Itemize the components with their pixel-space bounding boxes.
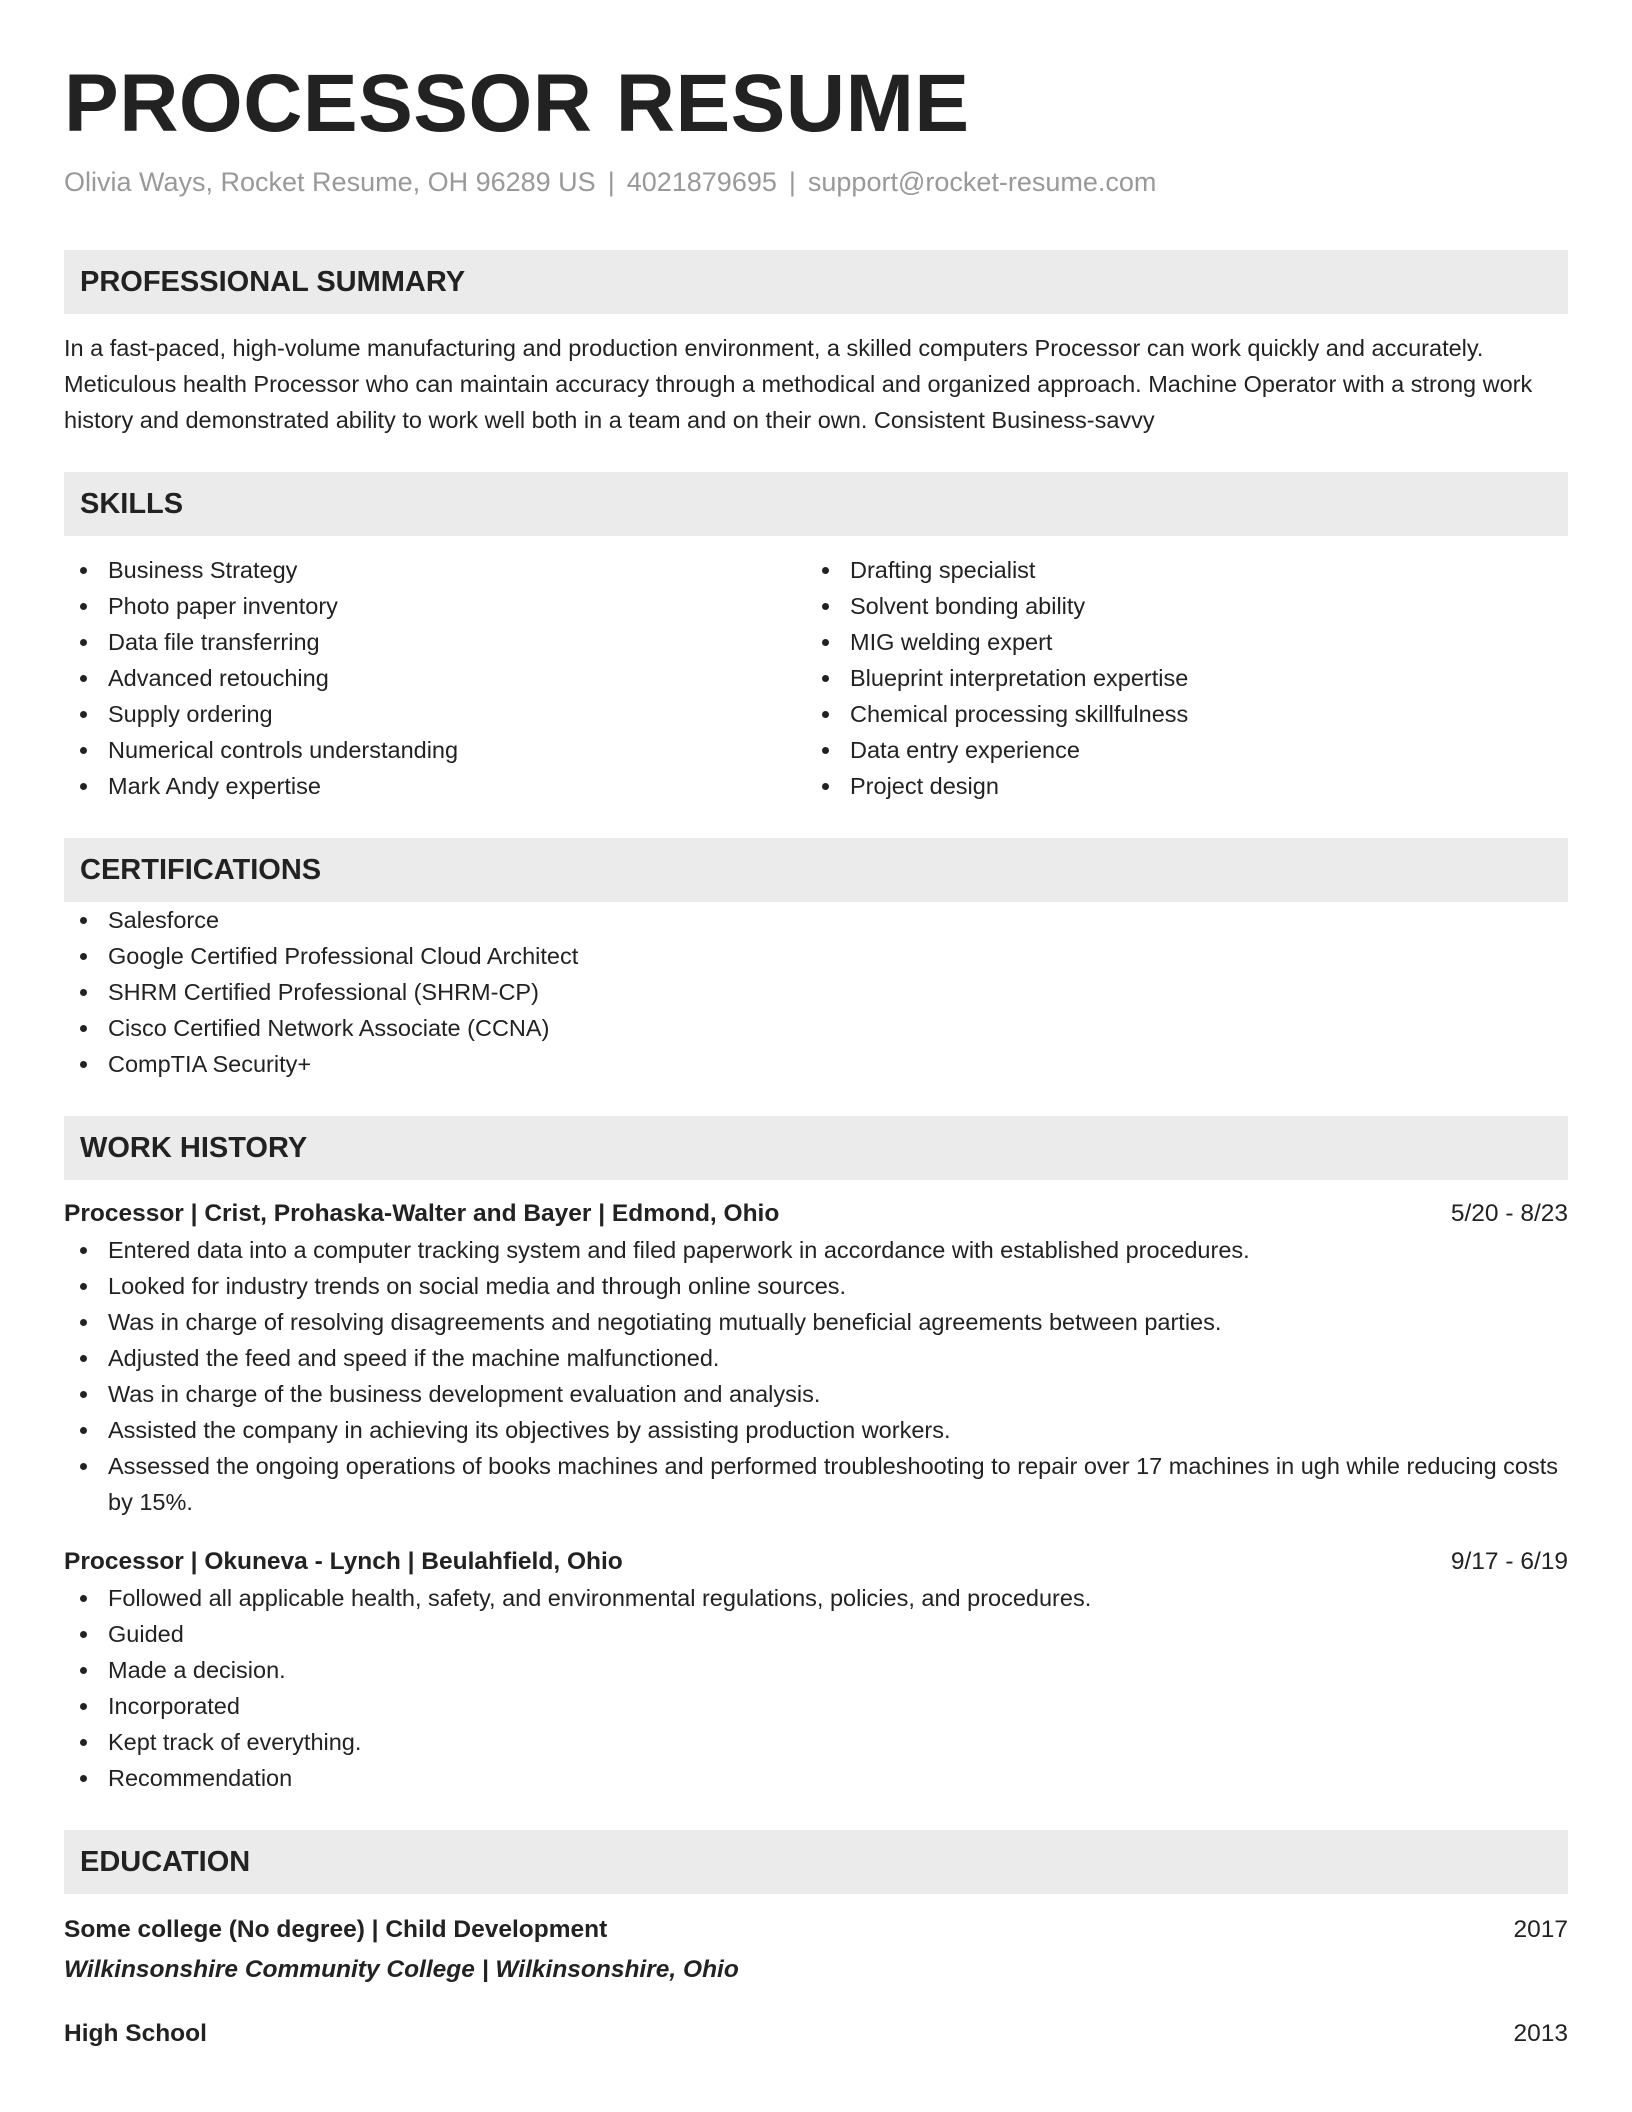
skill-item: Supply ordering: [64, 696, 806, 732]
certification-item: Salesforce: [64, 902, 1568, 938]
contact-phone: 4021879695: [626, 167, 777, 197]
contact-separator: |: [607, 167, 615, 197]
education-school: Wilkinsonshire Community College | Wilkinsonshire, Ohio: [64, 1956, 739, 1983]
education-year: 2017: [1513, 1916, 1568, 1943]
job-title: Processor | Crist, Prohaska-Walter and Bayer | Edmond, Ohio: [64, 1200, 780, 1227]
education-entry: [64, 1912, 1568, 1988]
skill-item: Project design: [806, 768, 1548, 804]
job-duties-list: [64, 1232, 1568, 1520]
job-dates: 9/17 - 6/19: [1450, 1548, 1568, 1575]
job-header: [64, 1544, 1568, 1580]
skill-item: Photo paper inventory: [64, 588, 806, 624]
certification-item: SHRM Certified Professional (SHRM-CP): [64, 974, 1568, 1010]
skill-item: Advanced retouching: [64, 660, 806, 696]
summary-heading: PROFESSIONAL SUMMARY: [64, 250, 1568, 314]
skill-item: Numerical controls understanding: [64, 732, 806, 768]
skill-item: Solvent bonding ability: [806, 588, 1548, 624]
job-duty-item: Guided: [64, 1616, 1568, 1652]
contact-email: support@rocket-resume.com: [807, 167, 1157, 197]
job-duty-item: Adjusted the feed and speed if the machine malfunctioned.: [64, 1340, 1568, 1376]
skill-item: Drafting specialist: [806, 552, 1548, 588]
job-duty-item: Looked for industry trends on social media and through online sources.: [64, 1268, 1568, 1304]
skills-grid: [64, 552, 1568, 804]
skill-item: Data file transferring: [64, 624, 806, 660]
skills-heading: SKILLS: [64, 472, 1568, 536]
job-header: [64, 1196, 1568, 1232]
education-entry: [64, 2016, 1568, 2052]
skill-item: Chemical processing skillfulness: [806, 696, 1548, 732]
job-duty-item: Assisted the company in achieving its objectives by assisting production workers.: [64, 1412, 1568, 1448]
job-duty-item: Incorporated: [64, 1688, 1568, 1724]
certifications-heading: CERTIFICATIONS: [64, 838, 1568, 902]
resume-title: PROCESSOR RESUME: [64, 58, 970, 149]
resume-page: [64, 0, 1568, 2052]
job-duty-item: Kept track of everything.: [64, 1724, 1568, 1760]
job-entry: [64, 1196, 1568, 1520]
education-degree: Some college (No degree) | Child Development: [64, 1916, 608, 1943]
skills-right-list: [806, 552, 1548, 804]
contact-line: [64, 164, 1568, 200]
job-duty-item: Entered data into a computer tracking system and filed paperwork in accordance with established procedures.: [64, 1232, 1568, 1268]
job-entry: [64, 1544, 1568, 1796]
work-history-heading: WORK HISTORY: [64, 1116, 1568, 1180]
skill-item: Data entry experience: [806, 732, 1548, 768]
education-header: [64, 2016, 1568, 2052]
job-title: Processor | Okuneva - Lynch | Beulahfield, Ohio: [64, 1548, 623, 1575]
skill-item: MIG welding expert: [806, 624, 1548, 660]
skills-left-list: [64, 552, 806, 804]
certification-item: Cisco Certified Network Associate (CCNA): [64, 1010, 1568, 1046]
skill-item: Mark Andy expertise: [64, 768, 806, 804]
skill-item: Business Strategy: [64, 552, 806, 588]
job-duty-item: Was in charge of the business development evaluation and analysis.: [64, 1376, 1568, 1412]
job-duties-list: [64, 1580, 1568, 1796]
summary-text: In a fast-paced, high-volume manufacturing and production environment, a skilled computers Processor can work quickly and accurately. Meticulous health Processor who can maintain accuracy through a methodical and organized approach. Machine Operator with a strong work history and demonstrated ability to work well both in a team and on their own. Consistent Business-savvy: [64, 335, 1533, 433]
contact-separator: |: [788, 167, 796, 197]
certification-item: Google Certified Professional Cloud Architect: [64, 938, 1568, 974]
job-dates: 5/20 - 8/23: [1450, 1200, 1568, 1227]
job-duty-item: Followed all applicable health, safety, and environmental regulations, policies, and procedures.: [64, 1580, 1568, 1616]
certifications-list: [64, 902, 1568, 1082]
job-duty-item: Was in charge of resolving disagreements and negotiating mutually beneficial agreements between parties.: [64, 1304, 1568, 1340]
contact-address: Olivia Ways, Rocket Resume, OH 96289 US: [64, 167, 596, 197]
job-duty-item: Assessed the ongoing operations of books machines and performed troubleshooting to repair over 17 machines in ugh while reducing costs by 15%.: [64, 1448, 1568, 1520]
education-heading: EDUCATION: [64, 1830, 1568, 1894]
education-year: 2013: [1513, 2020, 1568, 2047]
education-header: [64, 1912, 1568, 1948]
education-degree: High School: [64, 2020, 207, 2047]
job-duty-item: Made a decision.: [64, 1652, 1568, 1688]
skill-item: Blueprint interpretation expertise: [806, 660, 1548, 696]
certification-item: CompTIA Security+: [64, 1046, 1568, 1082]
job-duty-item: Recommendation: [64, 1760, 1568, 1796]
